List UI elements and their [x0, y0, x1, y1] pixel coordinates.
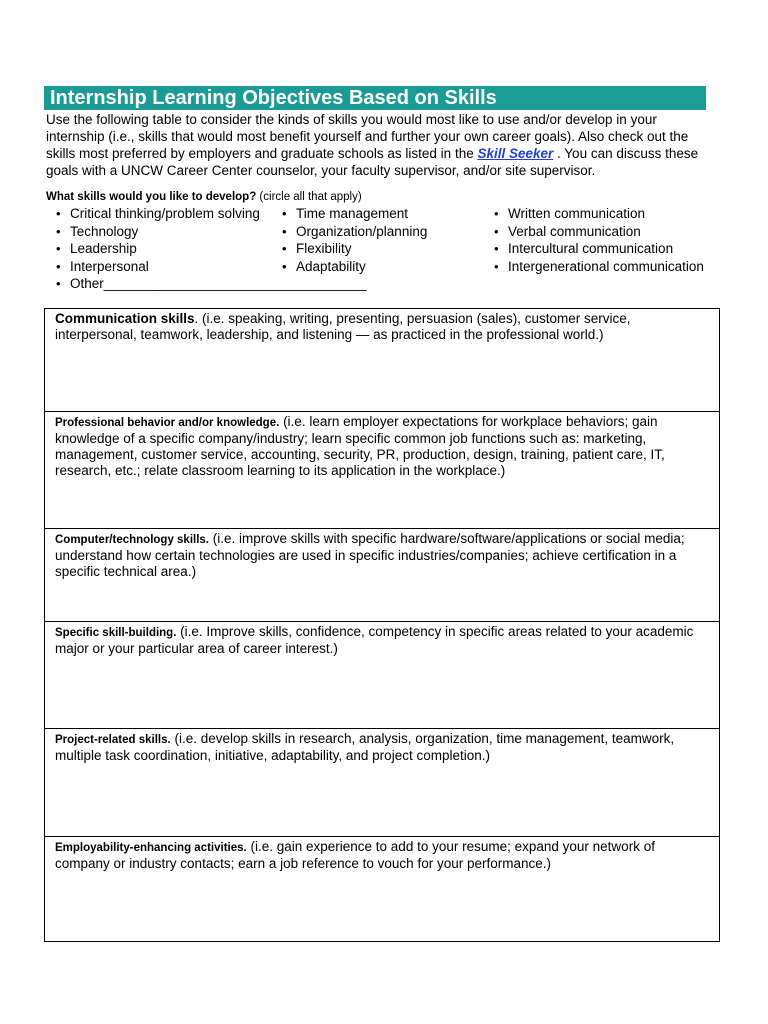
row-text: (i.e. develop skills in research, analysis, organization, time management, teamwork, multiple task coordination, initiative, adaptability, and project completion.)	[55, 731, 675, 763]
skills-column-2	[282, 205, 427, 275]
skill-item-other[interactable]: • Other___________________________________	[56, 275, 367, 293]
row-label: Computer/technology skills.	[55, 534, 209, 546]
row-label: Specific skill-building.	[55, 627, 177, 639]
skill-item[interactable]: • Written communication	[494, 205, 704, 223]
skill-item[interactable]: • Flexibility	[282, 240, 427, 258]
question-note: (circle all that apply)	[256, 191, 362, 203]
row-label: Communication skills	[55, 311, 195, 326]
intro-text-after: . You can discuss these goals with a UNCW Career Center counselor, your faculty supervisor, and/or site supervisor.	[46, 146, 699, 178]
table-row-communication[interactable]	[45, 309, 719, 412]
row-label: Project-related skills.	[55, 734, 171, 746]
intro-text-before: Use the following table to consider the kinds of skills you would most like to use and/or develop in your internship (i.e., skills that would most benefit yourself and further your own career goals). Also check out the skills most preferred by employers and graduate schools as listed in the	[46, 112, 689, 161]
skill-item[interactable]: • Adaptability	[282, 258, 427, 276]
intro-paragraph	[46, 111, 716, 179]
skill-item[interactable]: • Leadership	[56, 240, 367, 258]
row-text: (i.e. improve skills with specific hardware/software/applications or social media; understand how certain technologies are used in specific industries/companies; achieve certification in a specific technical area.)	[55, 531, 685, 579]
objectives-table	[44, 308, 720, 942]
table-row-project[interactable]	[45, 729, 719, 837]
skill-seeker-link[interactable]: Skill Seeker	[477, 146, 554, 161]
skill-item[interactable]: • Critical thinking/problem solving	[56, 205, 367, 223]
skill-item[interactable]: • Intergenerational communication	[494, 258, 704, 276]
row-text: . (i.e. speaking, writing, presenting, persuasion (sales), customer service, interpersonal, teamwork, leadership, and listening — as practiced in the professional world.)	[55, 311, 631, 342]
row-label: Professional behavior and/or knowledge.	[55, 417, 280, 429]
skill-item[interactable]: • Technology	[56, 223, 367, 241]
page-title: Internship Learning Objectives Based on Skills	[44, 86, 706, 110]
skills-question	[46, 190, 362, 205]
skill-item[interactable]: • Organization/planning	[282, 223, 427, 241]
table-row-employability[interactable]	[45, 837, 719, 941]
skills-column-3	[494, 205, 704, 275]
table-row-skill-building[interactable]	[45, 622, 719, 729]
skill-item[interactable]: • Verbal communication	[494, 223, 704, 241]
skill-item[interactable]: • Time management	[282, 205, 427, 223]
row-text: (i.e. gain experience to add to your resume; expand your network of company or industry contacts; earn a job reference to vouch for your performance.)	[55, 839, 655, 871]
row-text: (i.e. Improve skills, confidence, competency in specific areas related to your academic major or your particular area of career interest.)	[55, 624, 694, 656]
table-row-professional[interactable]	[45, 412, 719, 529]
question-prompt: What skills would you like to develop?	[46, 191, 257, 203]
row-text: (i.e. learn employer expectations for workplace behaviors; gain knowledge of a specific company/industry; learn specific common job functions such as: marketing, management, customer service, accounting, security, PR, production, design, training, patient care, IT, research, etc.; relate classroom learning to its application in the workplace.)	[55, 414, 665, 478]
table-row-computer[interactable]	[45, 529, 719, 622]
row-label: Employability-enhancing activities.	[55, 842, 247, 854]
skill-item[interactable]: • Intercultural communication	[494, 240, 704, 258]
skill-item[interactable]: • Interpersonal	[56, 258, 367, 276]
